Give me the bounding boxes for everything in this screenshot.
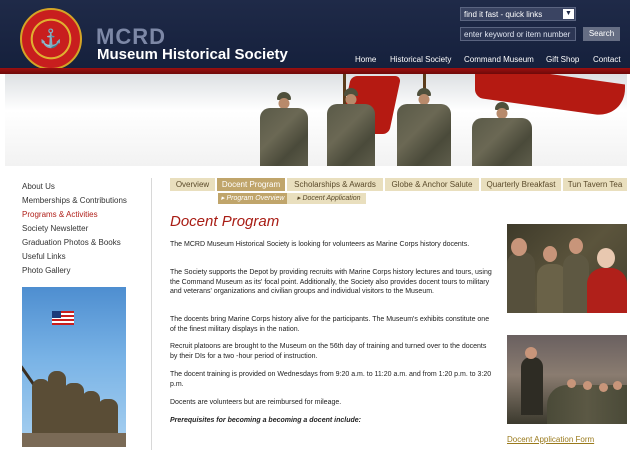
page-title: Docent Program <box>170 213 280 230</box>
nav-gift-shop[interactable]: Gift Shop <box>546 55 580 64</box>
nav-contact[interactable]: Contact <box>593 55 621 64</box>
marine-figure <box>397 88 451 166</box>
iwo-jima-memorial-photo <box>22 287 126 447</box>
sub-tabs <box>218 193 366 204</box>
search-button[interactable]: Search <box>583 27 620 41</box>
tab-tun-tavern-tea[interactable]: Tun Tavern Tea <box>563 178 627 191</box>
quicklinks-label: find it fast - quick links <box>464 10 543 19</box>
paragraph: The Society supports the Depot by providing recruits with Marine Corps history lectures and tours, using the Command Museum as its' focal point. Additionally, the Society also provides docent tours to military and veterans' organizations and civilian groups and individual visitors to the Museum. <box>170 269 492 295</box>
sidebar-nav <box>22 180 152 278</box>
site-header <box>0 0 630 70</box>
brand-short: MCRD <box>96 24 166 49</box>
marine-figure <box>260 92 308 166</box>
brand-full: Museum Historical Society <box>97 46 288 63</box>
nav-historical-society[interactable]: Historical Society <box>390 55 452 64</box>
sidebar-item-memberships[interactable]: Memberships & Contributions <box>22 196 127 205</box>
paragraph: The docent training is provided on Wednesdays from 9:20 a.m. to 11:20 a.m. and from 1:20 p.m. to 3:20 p.m. <box>170 371 492 388</box>
sidebar-item-about-us[interactable]: About Us <box>22 182 55 191</box>
sidebar-item-programs[interactable]: Programs & Activities <box>22 210 98 219</box>
tab-globe-anchor[interactable]: Globe & Anchor Salute <box>385 178 479 191</box>
sidebar-item-photo-gallery[interactable]: Photo Gallery <box>22 266 71 275</box>
tab-overview[interactable]: Overview <box>170 178 215 191</box>
paragraph: The MCRD Museum Historical Society is looking for volunteers as Marine Corps history docents. <box>170 241 470 248</box>
paragraph: Recruit platoons are brought to the Museum on the 56th day of training and turned over to the docents by their DIs for a two -hour period of instruction. <box>170 343 487 360</box>
docent-lecture-photo <box>507 335 627 424</box>
color-guard-banner <box>5 74 627 166</box>
usmc-seal-icon[interactable] <box>20 8 82 70</box>
quicklinks-select[interactable] <box>460 7 576 21</box>
us-flag-icon <box>52 311 74 325</box>
nav-command-museum[interactable]: Command Museum <box>464 55 534 64</box>
prerequisites-heading: Prerequisites for becoming a becoming a docent include: <box>170 417 361 424</box>
column-divider <box>151 178 152 450</box>
paragraph: The docents bring Marine Corps history alive for the participants. The Museum's exhibits constitute one of the finest military displays in the nation. <box>170 316 490 333</box>
sidebar-item-newsletter[interactable]: Society Newsletter <box>22 224 89 233</box>
subtab-program-overview[interactable]: ▸ Program Overview <box>218 193 287 204</box>
eagle-globe-anchor-icon: ⚓ <box>39 28 63 49</box>
docents-with-recruits-photo <box>507 224 627 313</box>
tab-quarterly-breakfast[interactable]: Quarterly Breakfast <box>481 178 561 191</box>
search-input[interactable] <box>460 27 576 41</box>
marine-figure <box>327 88 375 166</box>
nav-home[interactable]: Home <box>355 55 377 64</box>
tab-docent-program[interactable]: Docent Program <box>217 178 285 191</box>
tab-scholarships[interactable]: Scholarships & Awards <box>287 178 383 191</box>
subtab-docent-application[interactable]: ▸ Docent Application <box>297 195 361 202</box>
chevron-down-icon[interactable]: ▼ <box>563 9 574 19</box>
marine-figure <box>472 102 532 166</box>
sidebar-item-graduation-photos[interactable]: Graduation Photos & Books <box>22 238 121 247</box>
paragraph: Docents are volunteers but are reimbursed for mileage. <box>170 399 342 406</box>
sidebar-item-useful-links[interactable]: Useful Links <box>22 252 66 261</box>
docent-application-link[interactable]: Docent Application Form <box>507 435 595 444</box>
